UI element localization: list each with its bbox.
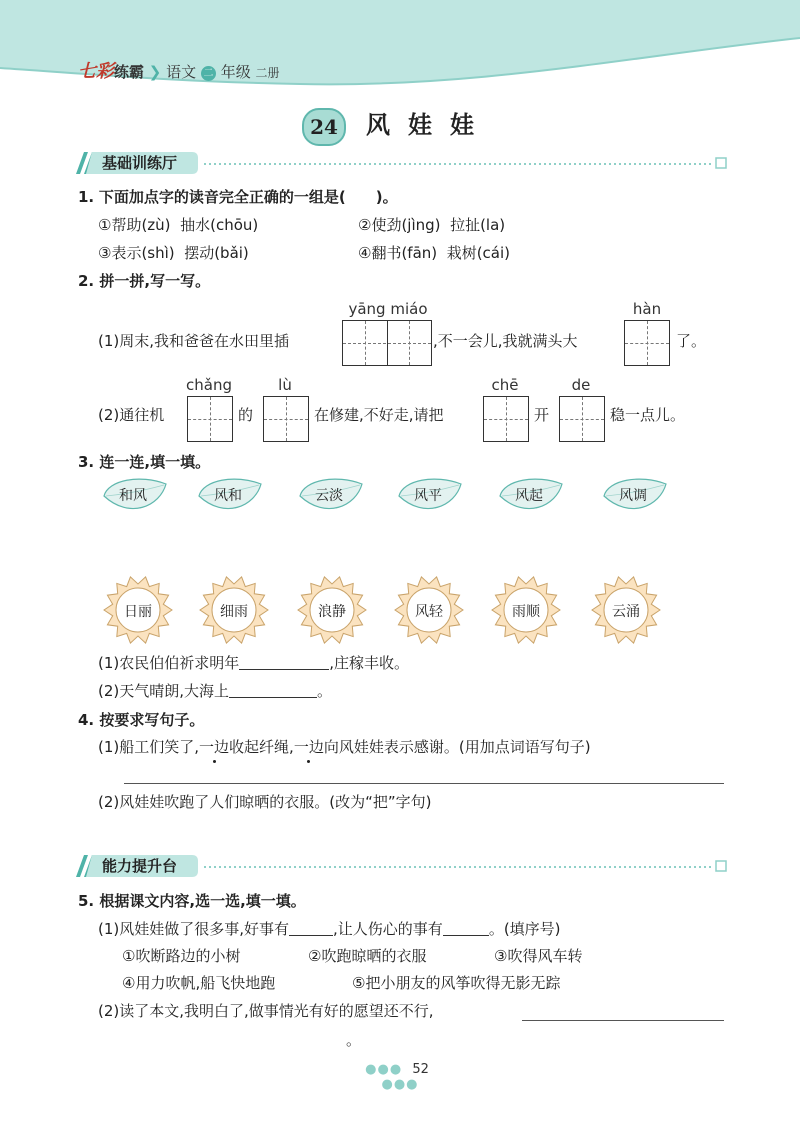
leaf-word-3[interactable] <box>296 476 366 516</box>
leaf-word-text: 风调 <box>619 488 647 504</box>
dotted-word-2: 一边 <box>293 738 324 756</box>
q2-line1-c: 了。 <box>676 332 707 350</box>
header-wave <box>0 0 800 100</box>
pinyin-yangmiao: yāng miáo <box>348 300 428 318</box>
q1-option-1: ①帮助(zù) 抽水(chōu) <box>98 216 259 234</box>
leaf-word-text: 云淡 <box>315 488 343 504</box>
writing-box-han[interactable] <box>624 320 670 366</box>
q5-prompt: 5. 根据课文内容,选一选,填一填。 <box>78 892 306 910</box>
q5-sentence-1: (1)风娃娃做了很多事,好事有 ,让人伤心的事有 。(填序号) <box>98 920 561 938</box>
writing-box-che[interactable] <box>483 396 529 442</box>
brand-line <box>78 57 280 83</box>
q5-option-3: ③吹得风车转 <box>494 947 583 965</box>
q4-prompt: 4. 按要求写句子。 <box>78 711 205 729</box>
q2-line2-b: 的 <box>238 406 254 424</box>
q3-prompt: 3. 连一连,填一填。 <box>78 453 211 471</box>
q5-answer-line[interactable] <box>522 1019 724 1021</box>
leaf-word-text: 风和 <box>214 488 242 504</box>
q4-sentence-1: (1)船工们笑了,一边收起纤绳,一边向风娃娃表示感谢。(用加点词语写句子) <box>98 738 591 756</box>
leaf-word-1[interactable] <box>100 476 170 516</box>
q4-answer-line-1[interactable] <box>124 782 724 784</box>
leaf-word-4[interactable] <box>395 476 465 516</box>
q1-answer-blank[interactable] <box>346 188 376 204</box>
dots-right: ●●● <box>381 1077 419 1092</box>
q2-line2-a: (2)通往机 <box>98 406 165 424</box>
lesson-title: 风娃娃 <box>366 110 492 139</box>
writing-box-lu[interactable] <box>263 396 309 442</box>
brand-logo: 七彩 <box>78 61 114 82</box>
q2-prompt: 2. 拼一拼,写一写。 <box>78 272 211 290</box>
q5-option-2: ②吹跑晾晒的衣服 <box>308 947 427 965</box>
sun-word-1[interactable] <box>102 574 174 646</box>
writing-box-de[interactable] <box>559 396 605 442</box>
grade-label: 年级 <box>220 63 251 81</box>
q5-option-5: ⑤把小朋友的风筝吹得无影无踪 <box>352 974 561 992</box>
leaf-word-6[interactable] <box>600 476 670 516</box>
dotted-word-1: 一边 <box>199 738 230 756</box>
q5-blank-bad[interactable] <box>443 919 489 936</box>
pinyin-lu: lù <box>278 376 292 394</box>
subject-label: 语文 <box>166 63 197 81</box>
sun-word-3[interactable] <box>296 574 368 646</box>
sun-word-text: 雨顺 <box>512 604 540 620</box>
chevron-right-icon: ❯ <box>148 63 162 81</box>
q5-option-1: ①吹断路边的小树 <box>122 947 241 965</box>
q2-line2-d: 开 <box>534 406 550 424</box>
sun-word-text: 日丽 <box>124 604 152 620</box>
q3-sentence-1: (1)农民伯伯祈求明年 ,庄稼丰收。 <box>98 654 410 672</box>
leaf-word-2[interactable] <box>195 476 265 516</box>
sun-word-6[interactable] <box>590 574 662 646</box>
sun-word-text: 云涌 <box>612 604 640 620</box>
leaf-word-text: 和风 <box>119 488 147 504</box>
q5-option-4: ④用力吹帆,船飞快地跑 <box>122 974 276 992</box>
volume-label: 二册 <box>255 66 280 80</box>
lesson-number: 24 <box>302 108 346 146</box>
dots-left: ●●● <box>365 1062 403 1077</box>
page-number: 52 <box>412 1062 429 1077</box>
q5-blank-good[interactable] <box>289 919 333 936</box>
section-title-advanced: 能力提升台 <box>102 857 178 875</box>
q4-sentence-2: (2)风娃娃吹跑了人们晾晒的衣服。(改为“把”字句) <box>98 793 432 811</box>
writing-box-yangmiao[interactable] <box>342 320 432 366</box>
section-title-basic: 基础训练厅 <box>102 154 178 172</box>
q3-sentence-2: (2)天气晴朗,大海上 。 <box>98 682 333 700</box>
q1-prompt: 1. 下面加点字的读音完全正确的一组是( )。 <box>78 188 398 206</box>
brand-name: 练霸 <box>114 63 145 81</box>
q2-line2-e: 稳一点儿。 <box>610 406 686 424</box>
sun-word-5[interactable] <box>490 574 562 646</box>
q2-line2-c: 在修建,不好走,请把 <box>314 406 444 424</box>
q3-blank-2[interactable] <box>229 681 317 698</box>
grade-circle: 二 <box>201 66 216 81</box>
sun-word-text: 细雨 <box>220 604 248 620</box>
leaf-word-5[interactable] <box>496 476 566 516</box>
sun-word-2[interactable] <box>198 574 270 646</box>
leaf-word-text: 风平 <box>414 488 442 504</box>
pinyin-che: chē <box>491 376 519 394</box>
q5-sentence-2-end: 。 <box>346 1031 362 1049</box>
page-number-row <box>352 1062 448 1092</box>
leaf-word-text: 风起 <box>515 488 543 504</box>
q1-option-2: ②使劲(jìng) 拉扯(la) <box>358 216 506 234</box>
q1-option-4: ④翻书(fān) 栽树(cái) <box>358 244 510 262</box>
q2-line1-b: ,不一会儿,我就满头大 <box>433 332 578 350</box>
pinyin-de: de <box>571 376 591 394</box>
pinyin-chang: chǎng <box>186 376 232 394</box>
sun-word-text: 浪静 <box>318 604 346 620</box>
pinyin-han: hàn <box>632 300 662 318</box>
q2-line1-a: (1)周末,我和爸爸在水田里插 <box>98 332 290 350</box>
sun-word-text: 风轻 <box>415 604 443 620</box>
writing-box-chang[interactable] <box>187 396 233 442</box>
q3-blank-1[interactable] <box>239 653 329 670</box>
q5-sentence-2: (2)读了本文,我明白了,做事情光有好的愿望还不行, <box>98 1002 434 1020</box>
sun-word-4[interactable] <box>393 574 465 646</box>
q1-option-3: ③表示(shì) 摆动(bǎi) <box>98 244 249 262</box>
